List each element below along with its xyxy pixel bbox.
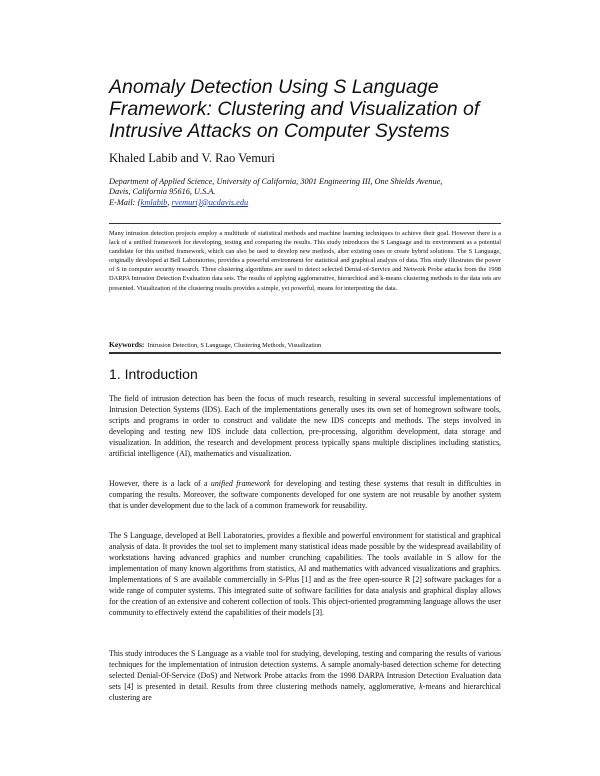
title-line-2: Framework: Clustering and Visualization of [109,98,480,120]
title-line-3: Intrusive Attacks on Computer Systems [109,120,450,142]
abstract-top-rule [109,223,501,224]
paragraph-1: The field of intrusion detection has been the focus of much research, resulting in several successful implementations of Intrusion Detection Systems (IDS). Each of the implementations generally uses its own set of homegrown software tools, scripts and programs in order to construct and validate the new IDS concepts and methods. The steps involved in developing and testing new IDS include data collection, pre-processing, algorithm development, data storage and visualization. In addition, the research and development process typically spans multiple disciplines including statistics, artificial intelligence (AI), mathematics and visualization. [109,394,501,458]
paragraph-2-part-b: for developing and testing these systems that result in difficulties in comparing the results. Moreover, the software components developed for one system are not reusable by another system that is under development due to the lack of a common framework for reusability. [109,479,502,510]
email-prefix: E-Mail: { [109,197,141,207]
paragraph-3: The S Language, developed at Bell Laboratories, provides a flexible and powerful environment for statistical and graphical analysis of data. It provides the tool set to implement many statistical ideas made possible by the widespread availability of workstations having advanced graphics and number crunching capabilities. The tools available in S allow for the implementation of many known algorithms from statistics, AI and mathematics with advanced visualizations and graphics. Implementations of S are available commercially in S-Plus [1] and as the free open-source R [2] software packages for a wide range of computer systems. This integrated suite of software facilities for data analysis and graphical display allows for the creation of an extensive and coherent collection of tools. This object-oriented programming language allows the user community to effectively extend the capabilities of their models [3]. [109,531,501,617]
affiliation-line-2: Davis, California 95616, U.S.A. [109,187,216,197]
section-heading-introduction: 1. Introduction [109,366,198,382]
authors: Khaled Labib and V. Rao Vemuri [109,151,275,165]
keywords [109,340,501,349]
paragraph-2-emphasis: unified framework [210,479,271,488]
paragraph-4-part-b: -means and hierarchical clustering are [109,682,501,702]
paragraph-2-part-a: However, there is a lack of a [109,479,211,488]
email-link-kmlabib[interactable]: kmlabib [140,197,168,207]
title-line-1: Anomaly Detection Using S Language [109,76,439,98]
abstract-bottom-rule [109,352,501,354]
paragraph-4-part-a: This study introduces the S Language as a viable tool for studying, developing, testing and comparing the results of various techniques for the implementation of intrusion detection systems. A sample anomaly-based detection scheme for detecting selected Denial-Of-Service (DoS) and Network Probe attacks from the 1998 DARPA Intrusion Detection Evaluation data sets [4] is presented in detail. Results from three clustering methods namely, agglomerative, [109,649,501,691]
email-link-rvemuri[interactable]: rvemuri}@ucdavis.edu [171,197,249,207]
paragraph-4 [109,648,501,703]
email-line [109,198,529,208]
affiliation [109,177,529,208]
paper-title [109,76,509,142]
abstract: Many intrusion detection projects employ a multitude of statistical methods and machine learning techniques to achieve their goal. However there is a lack of a unified framework for developing, testing and comparing the results. This study introduces the S Language and its environment as a potential candidate for this unified framework, which can also be used to develop new methods, alter existing ones or create hybrid solutions. The S Language, originally developed at Bell Laboratories, provides a powerful environment for statistical and graphical analysis of data. This study illustrates the power of S in computer security research. Three clustering algorithms are used to detect selected Denial-of-Service and Network Probe attacks from the 1998 DARPA Intrusion Detection Evaluation data sets. The results of applying agglomerative, hierarchical and k-means clustering methods to the data sets are presented. Visualization of the clustering results provides a simple, yet powerful, means for interpreting the data. [109,230,501,292]
keywords-label: Keywords: [109,340,145,349]
paragraph-4-emphasis: k [419,682,423,691]
affiliation-line-1: Department of Applied Science, University of California, 3001 Engineering III, One Shields Avenue, [109,177,443,186]
email-separator: , [167,197,172,207]
paragraph-2 [109,478,501,511]
keywords-text: Intrusion Detection, S Language, Clustering Methods, Visualization [147,342,322,349]
